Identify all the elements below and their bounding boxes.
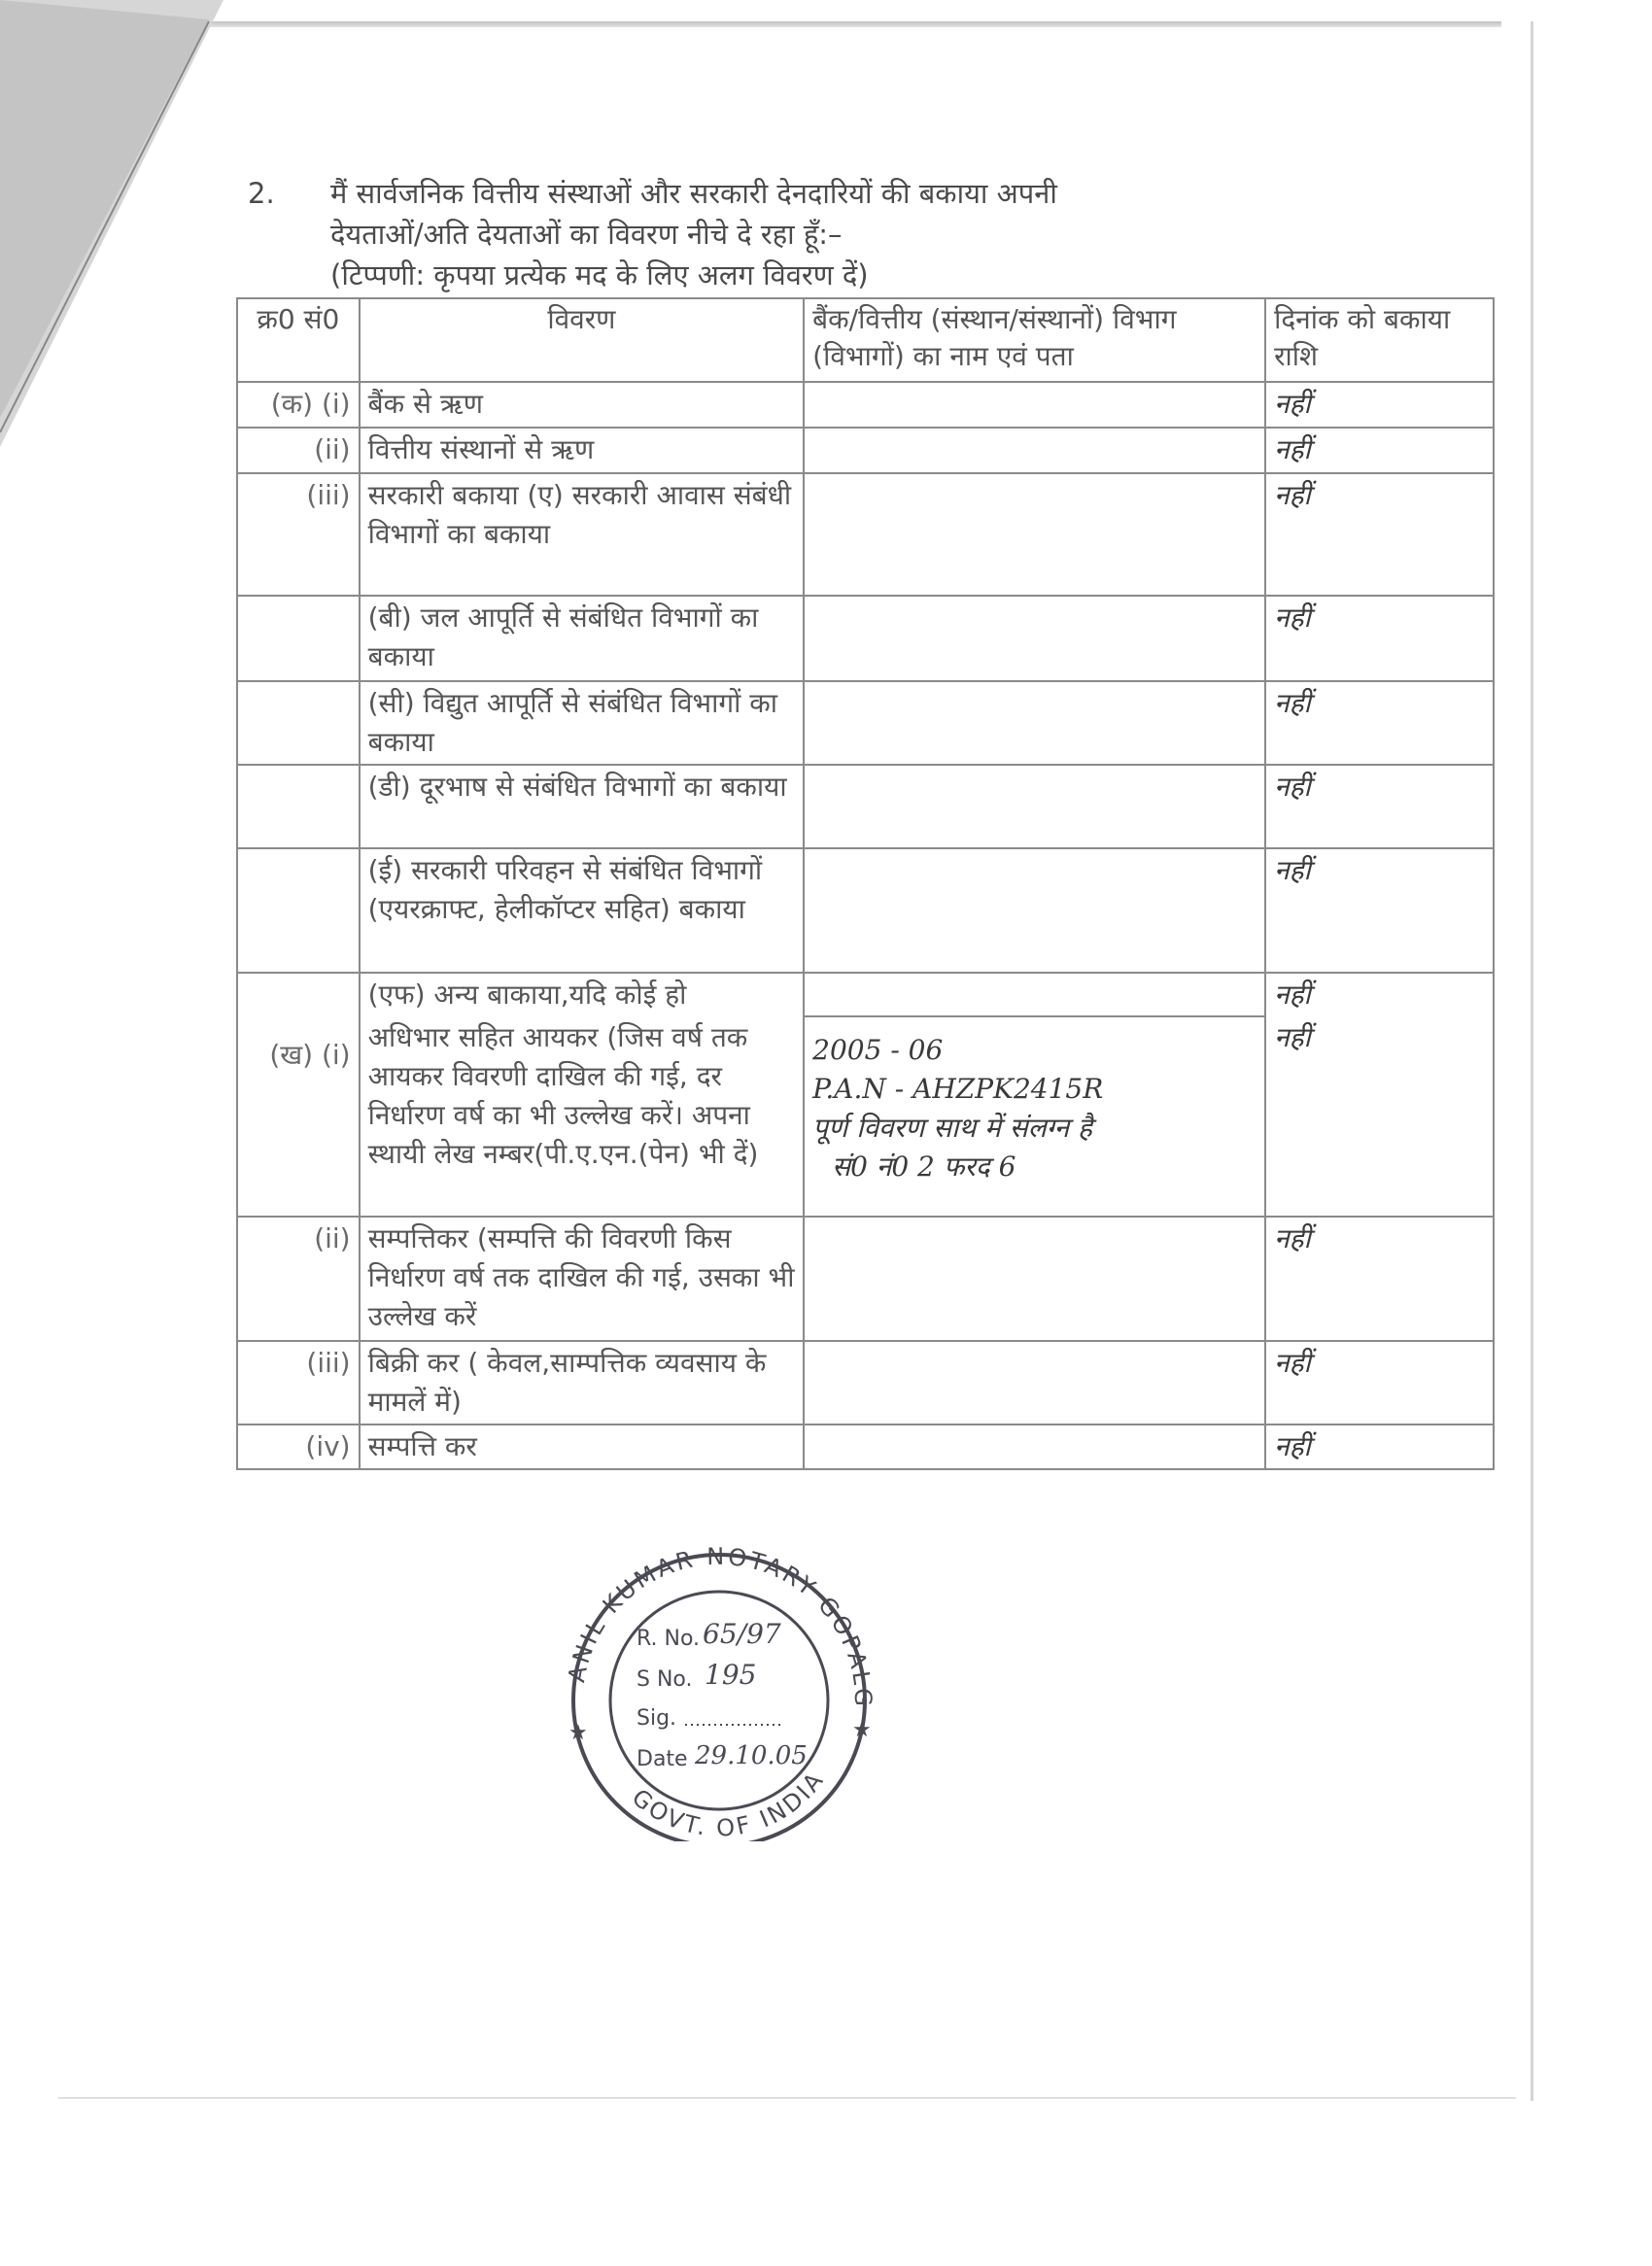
row-index <box>237 596 360 681</box>
table-row <box>237 681 1494 765</box>
row-amount: नहीं <box>1265 973 1494 1016</box>
row-amount: नहीं <box>1265 596 1494 681</box>
seal-r-no-value: 65/97 <box>703 1618 781 1650</box>
seal-star-right: ★ <box>852 1718 872 1742</box>
table-row <box>237 596 1494 681</box>
table-row <box>237 1016 1494 1217</box>
row-bank <box>804 681 1265 765</box>
intro-paragraph <box>248 173 1297 295</box>
row-bank <box>804 473 1265 596</box>
table-row <box>237 1217 1494 1341</box>
seal-star-left: ★ <box>568 1721 588 1745</box>
row-amount: नहीं <box>1265 681 1494 765</box>
table-header-row <box>237 298 1494 382</box>
seal-r-no-label: R. No. <box>637 1627 701 1651</box>
row-description: (डी) दूरभाष से संबंधित विभागों का बकाया <box>360 765 805 848</box>
table-row <box>237 973 1494 1016</box>
row-description: सरकारी बकाया (ए) सरकारी आवास संबंधी विभागों का बकाया <box>360 473 805 596</box>
row-amount: नहीं <box>1265 473 1494 596</box>
row-description: सम्पत्तिकर (सम्पत्ति की विवरणी किस निर्धारण वर्ष तक दाखिल की गई, उसका भी उल्लेख करें <box>360 1217 805 1341</box>
row-index: (iv) <box>237 1425 360 1469</box>
row-index: (क) (i) <box>237 382 360 428</box>
row-description: बिक्री कर ( केवल,साम्पत्तिक व्यवसाय के मामलें में) <box>360 1341 805 1425</box>
row-index: (ख) (i) <box>237 1016 360 1217</box>
row-index: (iii) <box>237 473 360 596</box>
row-description: (बी) जल आपूर्ति से संबंधित विभागों का बकाया <box>360 596 805 681</box>
intro-line-2: देयताओं/अति देयताओं का विवरण नीचे दे रहा हूँ:– <box>330 218 843 251</box>
header-bank: बैंक/वित्तीय (संस्थान/संस्थानों) विभाग (विभागों) का नाम एवं पता <box>804 298 1265 382</box>
row-description: (एफ) अन्य बाकाया,यदि कोई हो <box>360 973 805 1016</box>
row-bank-handwritten <box>804 1016 1265 1217</box>
row-description: अधिभार सहित आयकर (जिस वर्ष तक आयकर विवरणी दाखिल की गई, दर निर्धारण वर्ष का भी उल्लेख करें। अपना स्थायी लेख नम्बर(पी.ए.एन.(पेन) भी दें) <box>360 1016 805 1217</box>
table-row <box>237 765 1494 848</box>
row-description: वित्तीय संस्थानों से ऋण <box>360 428 805 473</box>
annexure-ref: सं0 नं0 2 फरद 6 <box>832 1150 1016 1183</box>
seal-outer-top-text: ANIL KUMAR NOTARY GOPALG <box>563 1542 878 1710</box>
row-index: (ii) <box>237 1217 360 1341</box>
row-index <box>237 848 360 973</box>
scan-edge-top <box>209 21 1501 27</box>
seal-date-value: 29.10.05 <box>695 1741 808 1770</box>
row-bank <box>804 848 1265 973</box>
attachment-note: पूर्ण विवरण साथ में संलग्न है <box>812 1112 1092 1144</box>
header-description: विवरण <box>360 298 805 382</box>
tax-year: 2005 - 06 <box>812 1034 944 1066</box>
intro-line-1: मैं सार्वजनिक वित्तीय संस्थाओं और सरकारी देनदारियों की बकाया अपनी <box>330 177 1057 210</box>
row-bank <box>804 1341 1265 1425</box>
table-row <box>237 382 1494 428</box>
row-bank <box>804 765 1265 848</box>
item-number: 2. <box>248 177 275 210</box>
notary-seal-graphic <box>539 1521 889 1841</box>
seal-outer-bottom-text: GOVT. OF INDIA <box>626 1765 831 1841</box>
folded-corner <box>0 0 224 447</box>
table-row <box>237 428 1494 473</box>
row-description: बैंक से ऋण <box>360 382 805 428</box>
row-index: (ii) <box>237 428 360 473</box>
row-bank <box>804 596 1265 681</box>
table-row <box>237 848 1494 973</box>
table-row <box>237 473 1494 596</box>
row-description: सम्पत्ति कर <box>360 1425 805 1469</box>
row-amount: नहीं <box>1265 1016 1494 1217</box>
row-amount: नहीं <box>1265 1341 1494 1425</box>
row-amount: नहीं <box>1265 1425 1494 1469</box>
header-amount: दिनांक को बकाया राशि <box>1265 298 1494 382</box>
row-bank <box>804 1217 1265 1341</box>
row-bank <box>804 973 1265 1016</box>
row-index <box>237 765 360 848</box>
table-row <box>237 1341 1494 1425</box>
row-amount: नहीं <box>1265 848 1494 973</box>
row-amount: नहीं <box>1265 765 1494 848</box>
seal-s-no-label: S No. <box>637 1667 693 1692</box>
seal-sig-label: Sig. <box>637 1706 677 1731</box>
row-bank <box>804 1425 1265 1469</box>
header-serial: क्र0 सं0 <box>237 298 360 382</box>
row-bank <box>804 428 1265 473</box>
row-description: (सी) विद्युत आपूर्ति से संबंधित विभागों का बकाया <box>360 681 805 765</box>
row-index <box>237 973 360 1016</box>
table-row <box>237 1425 1494 1469</box>
row-description: (ई) सरकारी परिवहन से संबंधित विभागों (एयरक्राफ्ट, हेलीकॉप्टर सहित) बकाया <box>360 848 805 973</box>
scan-edge-right <box>1531 21 1533 2101</box>
notary-seal <box>539 1521 889 1841</box>
intro-line-3: (टिप्पणी: कृपया प्रत्येक मद के लिए अलग विवरण दें) <box>330 258 869 292</box>
seal-s-no-value: 195 <box>705 1659 757 1691</box>
seal-date-label: Date <box>637 1747 688 1771</box>
dues-table <box>236 297 1495 1470</box>
pan-number: P.A.N - AHZPK2415R <box>812 1073 1104 1105</box>
row-amount: नहीं <box>1265 382 1494 428</box>
scan-edge-bottom <box>58 2097 1516 2099</box>
row-bank <box>804 382 1265 428</box>
row-amount: नहीं <box>1265 1217 1494 1341</box>
row-index: (iii) <box>237 1341 360 1425</box>
row-amount: नहीं <box>1265 428 1494 473</box>
row-index <box>237 681 360 765</box>
